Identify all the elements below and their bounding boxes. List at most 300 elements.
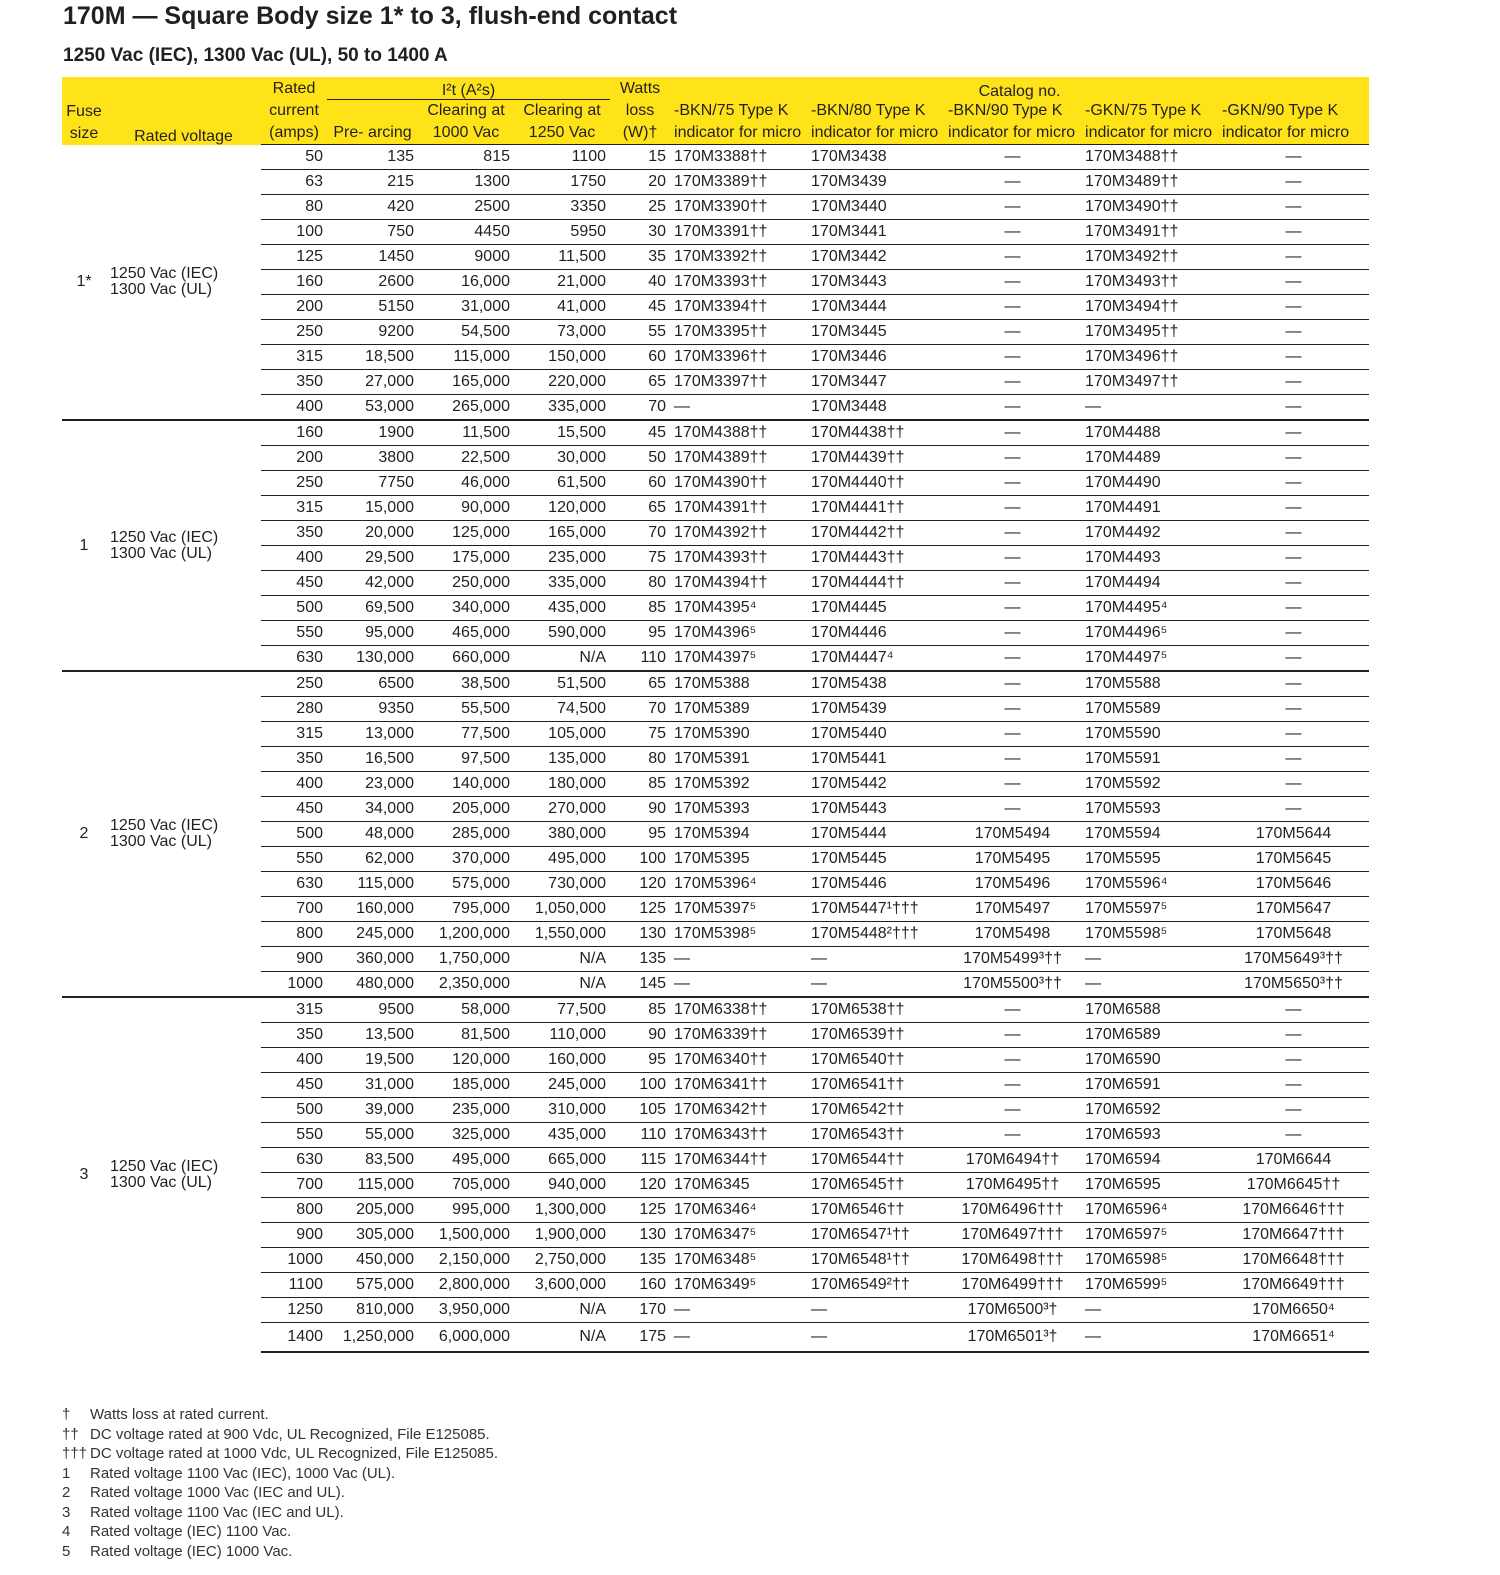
table-cell: 170M5494 bbox=[944, 822, 1081, 847]
table-cell: 3,600,000 bbox=[514, 1273, 610, 1298]
table-cell: 90,000 bbox=[418, 496, 514, 521]
table-cell: 70 bbox=[610, 395, 670, 421]
table-cell: 170M5390 bbox=[670, 722, 807, 747]
table-cell: 170M5596⁴ bbox=[1081, 872, 1218, 897]
table-cell: — bbox=[1218, 1098, 1369, 1123]
table-cell: 305,000 bbox=[327, 1223, 418, 1248]
table-cell: 2,800,000 bbox=[418, 1273, 514, 1298]
table-cell: 95 bbox=[610, 1048, 670, 1073]
table-cell: 170M6598⁵ bbox=[1081, 1248, 1218, 1273]
table-cell: — bbox=[944, 1023, 1081, 1048]
table-cell: 170M5395 bbox=[670, 847, 807, 872]
table-cell: 31,000 bbox=[418, 295, 514, 320]
table-cell: 170M6346⁴ bbox=[670, 1198, 807, 1223]
table-cell: 335,000 bbox=[514, 395, 610, 421]
table-cell: 575,000 bbox=[418, 872, 514, 897]
table-cell: 170 bbox=[610, 1298, 670, 1323]
table-cell: 170M6596⁴ bbox=[1081, 1198, 1218, 1223]
footnote-text: Rated voltage 1100 Vac (IEC and UL). bbox=[90, 1503, 344, 1521]
table-cell: 125 bbox=[610, 1198, 670, 1223]
table-cell: 41,000 bbox=[514, 295, 610, 320]
table-cell: 170M6589 bbox=[1081, 1023, 1218, 1048]
table-cell: 170M5441 bbox=[807, 747, 944, 772]
table-cell: — bbox=[1218, 671, 1369, 697]
table-cell: 170M5645 bbox=[1218, 847, 1369, 872]
table-cell: 31,000 bbox=[327, 1073, 418, 1098]
table-cell: — bbox=[944, 772, 1081, 797]
table-cell: 27,000 bbox=[327, 370, 418, 395]
table-cell: 80 bbox=[610, 747, 670, 772]
table-cell: 170M3494†† bbox=[1081, 295, 1218, 320]
table-cell: 77,500 bbox=[418, 722, 514, 747]
table-cell: 170M5597⁵ bbox=[1081, 897, 1218, 922]
table-cell: 170M6539†† bbox=[807, 1023, 944, 1048]
table-cell: 60 bbox=[610, 345, 670, 370]
table-cell: 170M3442 bbox=[807, 245, 944, 270]
table-cell: 9200 bbox=[327, 320, 418, 345]
table-cell: 170M5495 bbox=[944, 847, 1081, 872]
table-cell: 170M6341†† bbox=[670, 1073, 807, 1098]
table-cell: — bbox=[1218, 320, 1369, 345]
table-cell: 170M6538†† bbox=[807, 997, 944, 1023]
footnote-symbol: †† bbox=[62, 1425, 79, 1443]
table-cell: 170M3445 bbox=[807, 320, 944, 345]
table-cell: 170M4391†† bbox=[670, 496, 807, 521]
footnote bbox=[62, 1542, 498, 1562]
table-cell: 170M6595 bbox=[1081, 1173, 1218, 1198]
table-cell: 90 bbox=[610, 797, 670, 822]
fuse-size-cell: 2 bbox=[62, 671, 106, 997]
table-cell: — bbox=[1218, 496, 1369, 521]
table-cell: 170M6540†† bbox=[807, 1048, 944, 1073]
table-cell: 170M4493 bbox=[1081, 546, 1218, 571]
table-cell: 800 bbox=[261, 922, 327, 947]
table-cell: 170M6647††† bbox=[1218, 1223, 1369, 1248]
table-cell: — bbox=[944, 471, 1081, 496]
table-cell: 495,000 bbox=[514, 847, 610, 872]
table-cell: 170M6644 bbox=[1218, 1148, 1369, 1173]
footnote-symbol: 4 bbox=[62, 1523, 71, 1540]
table-row bbox=[62, 145, 1369, 170]
table-cell: 170M5593 bbox=[1081, 797, 1218, 822]
table-cell: 170M5588 bbox=[1081, 671, 1218, 697]
table-cell: 630 bbox=[261, 872, 327, 897]
table-cell: 90 bbox=[610, 1023, 670, 1048]
table-cell: — bbox=[944, 571, 1081, 596]
table-cell: 170M5496 bbox=[944, 872, 1081, 897]
table-cell: 100 bbox=[261, 220, 327, 245]
table-cell: 170M4495⁴ bbox=[1081, 596, 1218, 621]
footnote bbox=[62, 1464, 498, 1484]
table-cell: 400 bbox=[261, 395, 327, 421]
table-cell: 18,500 bbox=[327, 345, 418, 370]
table-cell: 62,000 bbox=[327, 847, 418, 872]
table-cell: 280 bbox=[261, 697, 327, 722]
table-cell: 285,000 bbox=[418, 822, 514, 847]
table-cell: 170M6338†† bbox=[670, 997, 807, 1023]
table-cell: 120 bbox=[610, 1173, 670, 1198]
table-cell: 170M3446 bbox=[807, 345, 944, 370]
table-cell: 9500 bbox=[327, 997, 418, 1023]
table-cell: — bbox=[1081, 972, 1218, 998]
table-cell: 55,500 bbox=[418, 697, 514, 722]
table-cell: — bbox=[1218, 747, 1369, 772]
table-cell: 995,000 bbox=[418, 1198, 514, 1223]
table-cell: 205,000 bbox=[327, 1198, 418, 1223]
table-cell: 170M3492†† bbox=[1081, 245, 1218, 270]
table-cell: 170M3394†† bbox=[670, 295, 807, 320]
rated-voltage-cell bbox=[106, 671, 261, 997]
table-cell: 54,500 bbox=[418, 320, 514, 345]
table-cell: 1900 bbox=[327, 420, 418, 446]
table-cell: 16,500 bbox=[327, 747, 418, 772]
table-cell: 550 bbox=[261, 1123, 327, 1148]
table-cell: 315 bbox=[261, 997, 327, 1023]
table-cell: 170M3439 bbox=[807, 170, 944, 195]
footnote-symbol: 5 bbox=[62, 1542, 71, 1560]
table-cell: — bbox=[944, 295, 1081, 320]
table-cell: 125,000 bbox=[418, 521, 514, 546]
table-cell: — bbox=[1218, 621, 1369, 646]
table-cell: 170M3497†† bbox=[1081, 370, 1218, 395]
table-cell: 170M4490 bbox=[1081, 471, 1218, 496]
table-cell: 200 bbox=[261, 446, 327, 471]
table-cell: 13,000 bbox=[327, 722, 418, 747]
footnote-text: Watts loss at rated current. bbox=[90, 1406, 269, 1423]
header-bkn75: -BKN/75 Type K indicator for micro bbox=[670, 100, 807, 145]
footnote-text: Rated voltage (IEC) 1100 Vac. bbox=[90, 1523, 292, 1540]
table-cell: 170M6548¹†† bbox=[807, 1248, 944, 1273]
table-cell: — bbox=[944, 521, 1081, 546]
table-cell: 1250 bbox=[261, 1298, 327, 1323]
table-cell: 6,000,000 bbox=[418, 1323, 514, 1353]
table-cell: 145 bbox=[610, 972, 670, 998]
table-cell: 69,500 bbox=[327, 596, 418, 621]
table-cell: — bbox=[1218, 772, 1369, 797]
table-cell: 170M6342†† bbox=[670, 1098, 807, 1123]
table-cell: 170M5591 bbox=[1081, 747, 1218, 772]
table-cell: 170M4488 bbox=[1081, 420, 1218, 446]
table-cell: 170M5594 bbox=[1081, 822, 1218, 847]
table-cell: 170M6651⁴ bbox=[1218, 1323, 1369, 1353]
table-cell: 110 bbox=[610, 1123, 670, 1148]
table-cell: 170M3395†† bbox=[670, 320, 807, 345]
table-cell: 130,000 bbox=[327, 646, 418, 672]
table-cell: 1300 bbox=[418, 170, 514, 195]
table-cell: 1,200,000 bbox=[418, 922, 514, 947]
table-cell: 185,000 bbox=[418, 1073, 514, 1098]
table-cell: 80 bbox=[261, 195, 327, 220]
table-cell: 170M6593 bbox=[1081, 1123, 1218, 1148]
footnote-text: Rated voltage 1000 Vac (IEC and UL). bbox=[90, 1484, 345, 1501]
table-cell: 170M5589 bbox=[1081, 697, 1218, 722]
footnote bbox=[62, 1522, 498, 1542]
table-cell: 110 bbox=[610, 646, 670, 672]
rated-voltage-cell bbox=[106, 420, 261, 671]
table-cell: 170M3441 bbox=[807, 220, 944, 245]
footnote-symbol: 3 bbox=[62, 1503, 71, 1521]
table-cell: 170M4441†† bbox=[807, 496, 944, 521]
table-cell: 45 bbox=[610, 420, 670, 446]
table-cell: 170M5647 bbox=[1218, 897, 1369, 922]
table-cell: 270,000 bbox=[514, 797, 610, 822]
table-cell: 170M5590 bbox=[1081, 722, 1218, 747]
table-cell: 170M5598⁵ bbox=[1081, 922, 1218, 947]
table-cell: 130 bbox=[610, 922, 670, 947]
table-cell: 1000 bbox=[261, 972, 327, 998]
table-cell: 170M4496⁵ bbox=[1081, 621, 1218, 646]
table-cell: 1,900,000 bbox=[514, 1223, 610, 1248]
table-cell: 120 bbox=[610, 872, 670, 897]
table-cell: 170M6599⁵ bbox=[1081, 1273, 1218, 1298]
table-cell: 53,000 bbox=[327, 395, 418, 421]
table-cell: 215 bbox=[327, 170, 418, 195]
table-cell: 170M3447 bbox=[807, 370, 944, 395]
table-cell: 22,500 bbox=[418, 446, 514, 471]
table-cell: — bbox=[944, 170, 1081, 195]
table-cell: 250 bbox=[261, 671, 327, 697]
table-cell: 170M5397⁵ bbox=[670, 897, 807, 922]
table-cell: 170M6597⁵ bbox=[1081, 1223, 1218, 1248]
footnote bbox=[62, 1444, 498, 1464]
table-cell: 170M4489 bbox=[1081, 446, 1218, 471]
table-cell: 170M6348⁵ bbox=[670, 1248, 807, 1273]
table-cell: 15 bbox=[610, 145, 670, 170]
table-cell: 40 bbox=[610, 270, 670, 295]
table-cell: 175,000 bbox=[418, 546, 514, 571]
table-cell: — bbox=[1218, 997, 1369, 1023]
header-bkn80: -BKN/80 Type K indicator for micro bbox=[807, 100, 944, 145]
footnote bbox=[62, 1425, 498, 1445]
table-cell: 20 bbox=[610, 170, 670, 195]
table-cell: — bbox=[1081, 947, 1218, 972]
table-cell: 23,000 bbox=[327, 772, 418, 797]
table-cell: 115,000 bbox=[327, 872, 418, 897]
table-cell: 170M5393 bbox=[670, 797, 807, 822]
table-cell: 435,000 bbox=[514, 1123, 610, 1148]
table-cell: — bbox=[1218, 1048, 1369, 1073]
table-cell: 170M3493†† bbox=[1081, 270, 1218, 295]
table-cell: 495,000 bbox=[418, 1148, 514, 1173]
table-cell: 170M3438 bbox=[807, 145, 944, 170]
voltage-iec: 1250 Vac (IEC) bbox=[110, 817, 219, 834]
table-cell: 170M3496†† bbox=[1081, 345, 1218, 370]
table-cell: 170M4438†† bbox=[807, 420, 944, 446]
table-cell: 170M5396⁴ bbox=[670, 872, 807, 897]
footnote-symbol: ††† bbox=[62, 1445, 88, 1462]
table-cell: 325,000 bbox=[418, 1123, 514, 1148]
table-cell: — bbox=[1218, 797, 1369, 822]
table-cell: 11,500 bbox=[418, 420, 514, 446]
table-cell: 170M4388†† bbox=[670, 420, 807, 446]
table-cell: 1750 bbox=[514, 170, 610, 195]
table-cell: 170M6541†† bbox=[807, 1073, 944, 1098]
table-cell: 120,000 bbox=[418, 1048, 514, 1073]
table-cell: — bbox=[1218, 345, 1369, 370]
table-cell: 1,300,000 bbox=[514, 1198, 610, 1223]
table-cell: — bbox=[944, 997, 1081, 1023]
table-cell: — bbox=[944, 195, 1081, 220]
footnote bbox=[62, 1405, 498, 1425]
table-cell: 1,750,000 bbox=[418, 947, 514, 972]
table-cell: 170M5648 bbox=[1218, 922, 1369, 947]
table-cell: 795,000 bbox=[418, 897, 514, 922]
table-cell: — bbox=[1218, 697, 1369, 722]
table-cell: 170M3393†† bbox=[670, 270, 807, 295]
footnote bbox=[62, 1503, 498, 1523]
table-cell: 85 bbox=[610, 596, 670, 621]
table-cell: 170M6646††† bbox=[1218, 1198, 1369, 1223]
header-gkn90: -GKN/90 Type K indicator for micro bbox=[1218, 100, 1369, 145]
table-cell: 30,000 bbox=[514, 446, 610, 471]
table-cell: 165,000 bbox=[418, 370, 514, 395]
voltage-ul: 1300 Vac (UL) bbox=[110, 833, 212, 850]
table-cell: — bbox=[944, 370, 1081, 395]
table-cell: 55,000 bbox=[327, 1123, 418, 1148]
rated-voltage-cell bbox=[106, 145, 261, 421]
header-gkn75: -GKN/75 Type K indicator for micro bbox=[1081, 100, 1218, 145]
table-cell: 58,000 bbox=[418, 997, 514, 1023]
table-cell: 170M5398⁵ bbox=[670, 922, 807, 947]
table-cell: 630 bbox=[261, 1148, 327, 1173]
table-cell: 175 bbox=[610, 1323, 670, 1353]
table-cell: — bbox=[944, 1123, 1081, 1148]
table-cell: 2600 bbox=[327, 270, 418, 295]
table-cell: 65 bbox=[610, 370, 670, 395]
table-cell: 1450 bbox=[327, 245, 418, 270]
table-cell: 170M4390†† bbox=[670, 471, 807, 496]
table-cell: 170M5447¹††† bbox=[807, 897, 944, 922]
table-cell: 7750 bbox=[327, 471, 418, 496]
voltage-iec: 1250 Vac (IEC) bbox=[110, 528, 219, 546]
table-cell: 170M3489†† bbox=[1081, 170, 1218, 195]
table-cell: 85 bbox=[610, 772, 670, 797]
table-cell: 170M3392†† bbox=[670, 245, 807, 270]
footnote-symbol: 2 bbox=[62, 1484, 71, 1501]
table-cell: — bbox=[670, 1323, 807, 1353]
table-cell: 95,000 bbox=[327, 621, 418, 646]
table-cell: 550 bbox=[261, 847, 327, 872]
table-cell: 85 bbox=[610, 997, 670, 1023]
table-cell: 11,500 bbox=[514, 245, 610, 270]
table-cell: 170M6547¹†† bbox=[807, 1223, 944, 1248]
table-cell: 170M4497⁵ bbox=[1081, 646, 1218, 672]
fuse-size-cell: 1* bbox=[76, 272, 92, 290]
table-cell: 73,000 bbox=[514, 320, 610, 345]
table-row bbox=[62, 671, 1369, 697]
table-row bbox=[62, 997, 1369, 1023]
table-cell: 170M5394 bbox=[670, 822, 807, 847]
table-cell: 750 bbox=[327, 220, 418, 245]
table-cell: 380,000 bbox=[514, 822, 610, 847]
table-cell: 170M6343†† bbox=[670, 1123, 807, 1148]
table-cell: N/A bbox=[514, 972, 610, 998]
table-cell: 170M6546†† bbox=[807, 1198, 944, 1223]
table-cell: — bbox=[944, 596, 1081, 621]
header-rated-current: Rated current (amps) bbox=[261, 77, 327, 145]
table-cell: 29,500 bbox=[327, 546, 418, 571]
table-cell: — bbox=[807, 1323, 944, 1353]
header-clearing-1250: Clearing at 1250 Vac bbox=[514, 100, 610, 145]
table-cell: 465,000 bbox=[418, 621, 514, 646]
table-row bbox=[62, 420, 1369, 446]
table-cell: 170M6542†† bbox=[807, 1098, 944, 1123]
table-cell: 500 bbox=[261, 822, 327, 847]
table-cell: 235,000 bbox=[514, 546, 610, 571]
table-cell: 135 bbox=[327, 145, 418, 170]
table-cell: 265,000 bbox=[418, 395, 514, 421]
table-cell: 170M5440 bbox=[807, 722, 944, 747]
voltage-iec: 1250 Vac (IEC) bbox=[110, 264, 219, 282]
table-cell: 115,000 bbox=[327, 1173, 418, 1198]
table-cell: 1,550,000 bbox=[514, 922, 610, 947]
table-cell: 125 bbox=[261, 245, 327, 270]
table-cell: 100 bbox=[610, 1073, 670, 1098]
table-cell: 46,000 bbox=[418, 471, 514, 496]
table-cell: 81,500 bbox=[418, 1023, 514, 1048]
table-cell: 105 bbox=[610, 1098, 670, 1123]
table-cell: 170M5500³†† bbox=[944, 972, 1081, 998]
table-cell: 1,050,000 bbox=[514, 897, 610, 922]
table-cell: 115 bbox=[610, 1148, 670, 1173]
table-cell: 30 bbox=[610, 220, 670, 245]
table-cell: — bbox=[1218, 220, 1369, 245]
table-cell: 1000 bbox=[261, 1248, 327, 1273]
table-cell: 21,000 bbox=[514, 270, 610, 295]
table-cell: 170M4389†† bbox=[670, 446, 807, 471]
table-cell: — bbox=[944, 697, 1081, 722]
table-cell: — bbox=[1218, 571, 1369, 596]
table-cell: 170M5646 bbox=[1218, 872, 1369, 897]
table-cell: 170M6495†† bbox=[944, 1173, 1081, 1198]
rated-voltage-cell bbox=[106, 997, 261, 1352]
table-cell: 170M3388†† bbox=[670, 145, 807, 170]
table-cell: 700 bbox=[261, 1173, 327, 1198]
table-cell: 170M4396⁵ bbox=[670, 621, 807, 646]
table-cell: 165,000 bbox=[514, 521, 610, 546]
table-cell: 575,000 bbox=[327, 1273, 418, 1298]
table-cell: — bbox=[944, 446, 1081, 471]
table-cell: N/A bbox=[514, 1323, 610, 1353]
table-cell: 16,000 bbox=[418, 270, 514, 295]
table-cell: — bbox=[1218, 195, 1369, 220]
table-cell: N/A bbox=[514, 1298, 610, 1323]
table-cell: 80 bbox=[610, 571, 670, 596]
table-cell: 170M5439 bbox=[807, 697, 944, 722]
footnote bbox=[62, 1483, 498, 1503]
table-cell: 2,150,000 bbox=[418, 1248, 514, 1273]
table-cell: — bbox=[944, 671, 1081, 697]
table-cell: 70 bbox=[610, 697, 670, 722]
table-cell: 170M6590 bbox=[1081, 1048, 1218, 1073]
table-cell: 170M3443 bbox=[807, 270, 944, 295]
table-cell: N/A bbox=[514, 646, 610, 672]
table-cell: 61,500 bbox=[514, 471, 610, 496]
header-catalog-group: Catalog no. bbox=[670, 77, 1369, 100]
table-cell: 65 bbox=[610, 496, 670, 521]
table-cell: 170M3495†† bbox=[1081, 320, 1218, 345]
table-cell: 170M5391 bbox=[670, 747, 807, 772]
header-rated-voltage: Rated voltage bbox=[106, 77, 261, 145]
table-cell: — bbox=[944, 395, 1081, 421]
table-cell: 160 bbox=[261, 420, 327, 446]
table-cell: 400 bbox=[261, 772, 327, 797]
table-cell: — bbox=[944, 1098, 1081, 1123]
table-cell: 700 bbox=[261, 897, 327, 922]
table-cell: 70 bbox=[610, 521, 670, 546]
table-cell: 170M3488†† bbox=[1081, 145, 1218, 170]
table-cell: 9350 bbox=[327, 697, 418, 722]
